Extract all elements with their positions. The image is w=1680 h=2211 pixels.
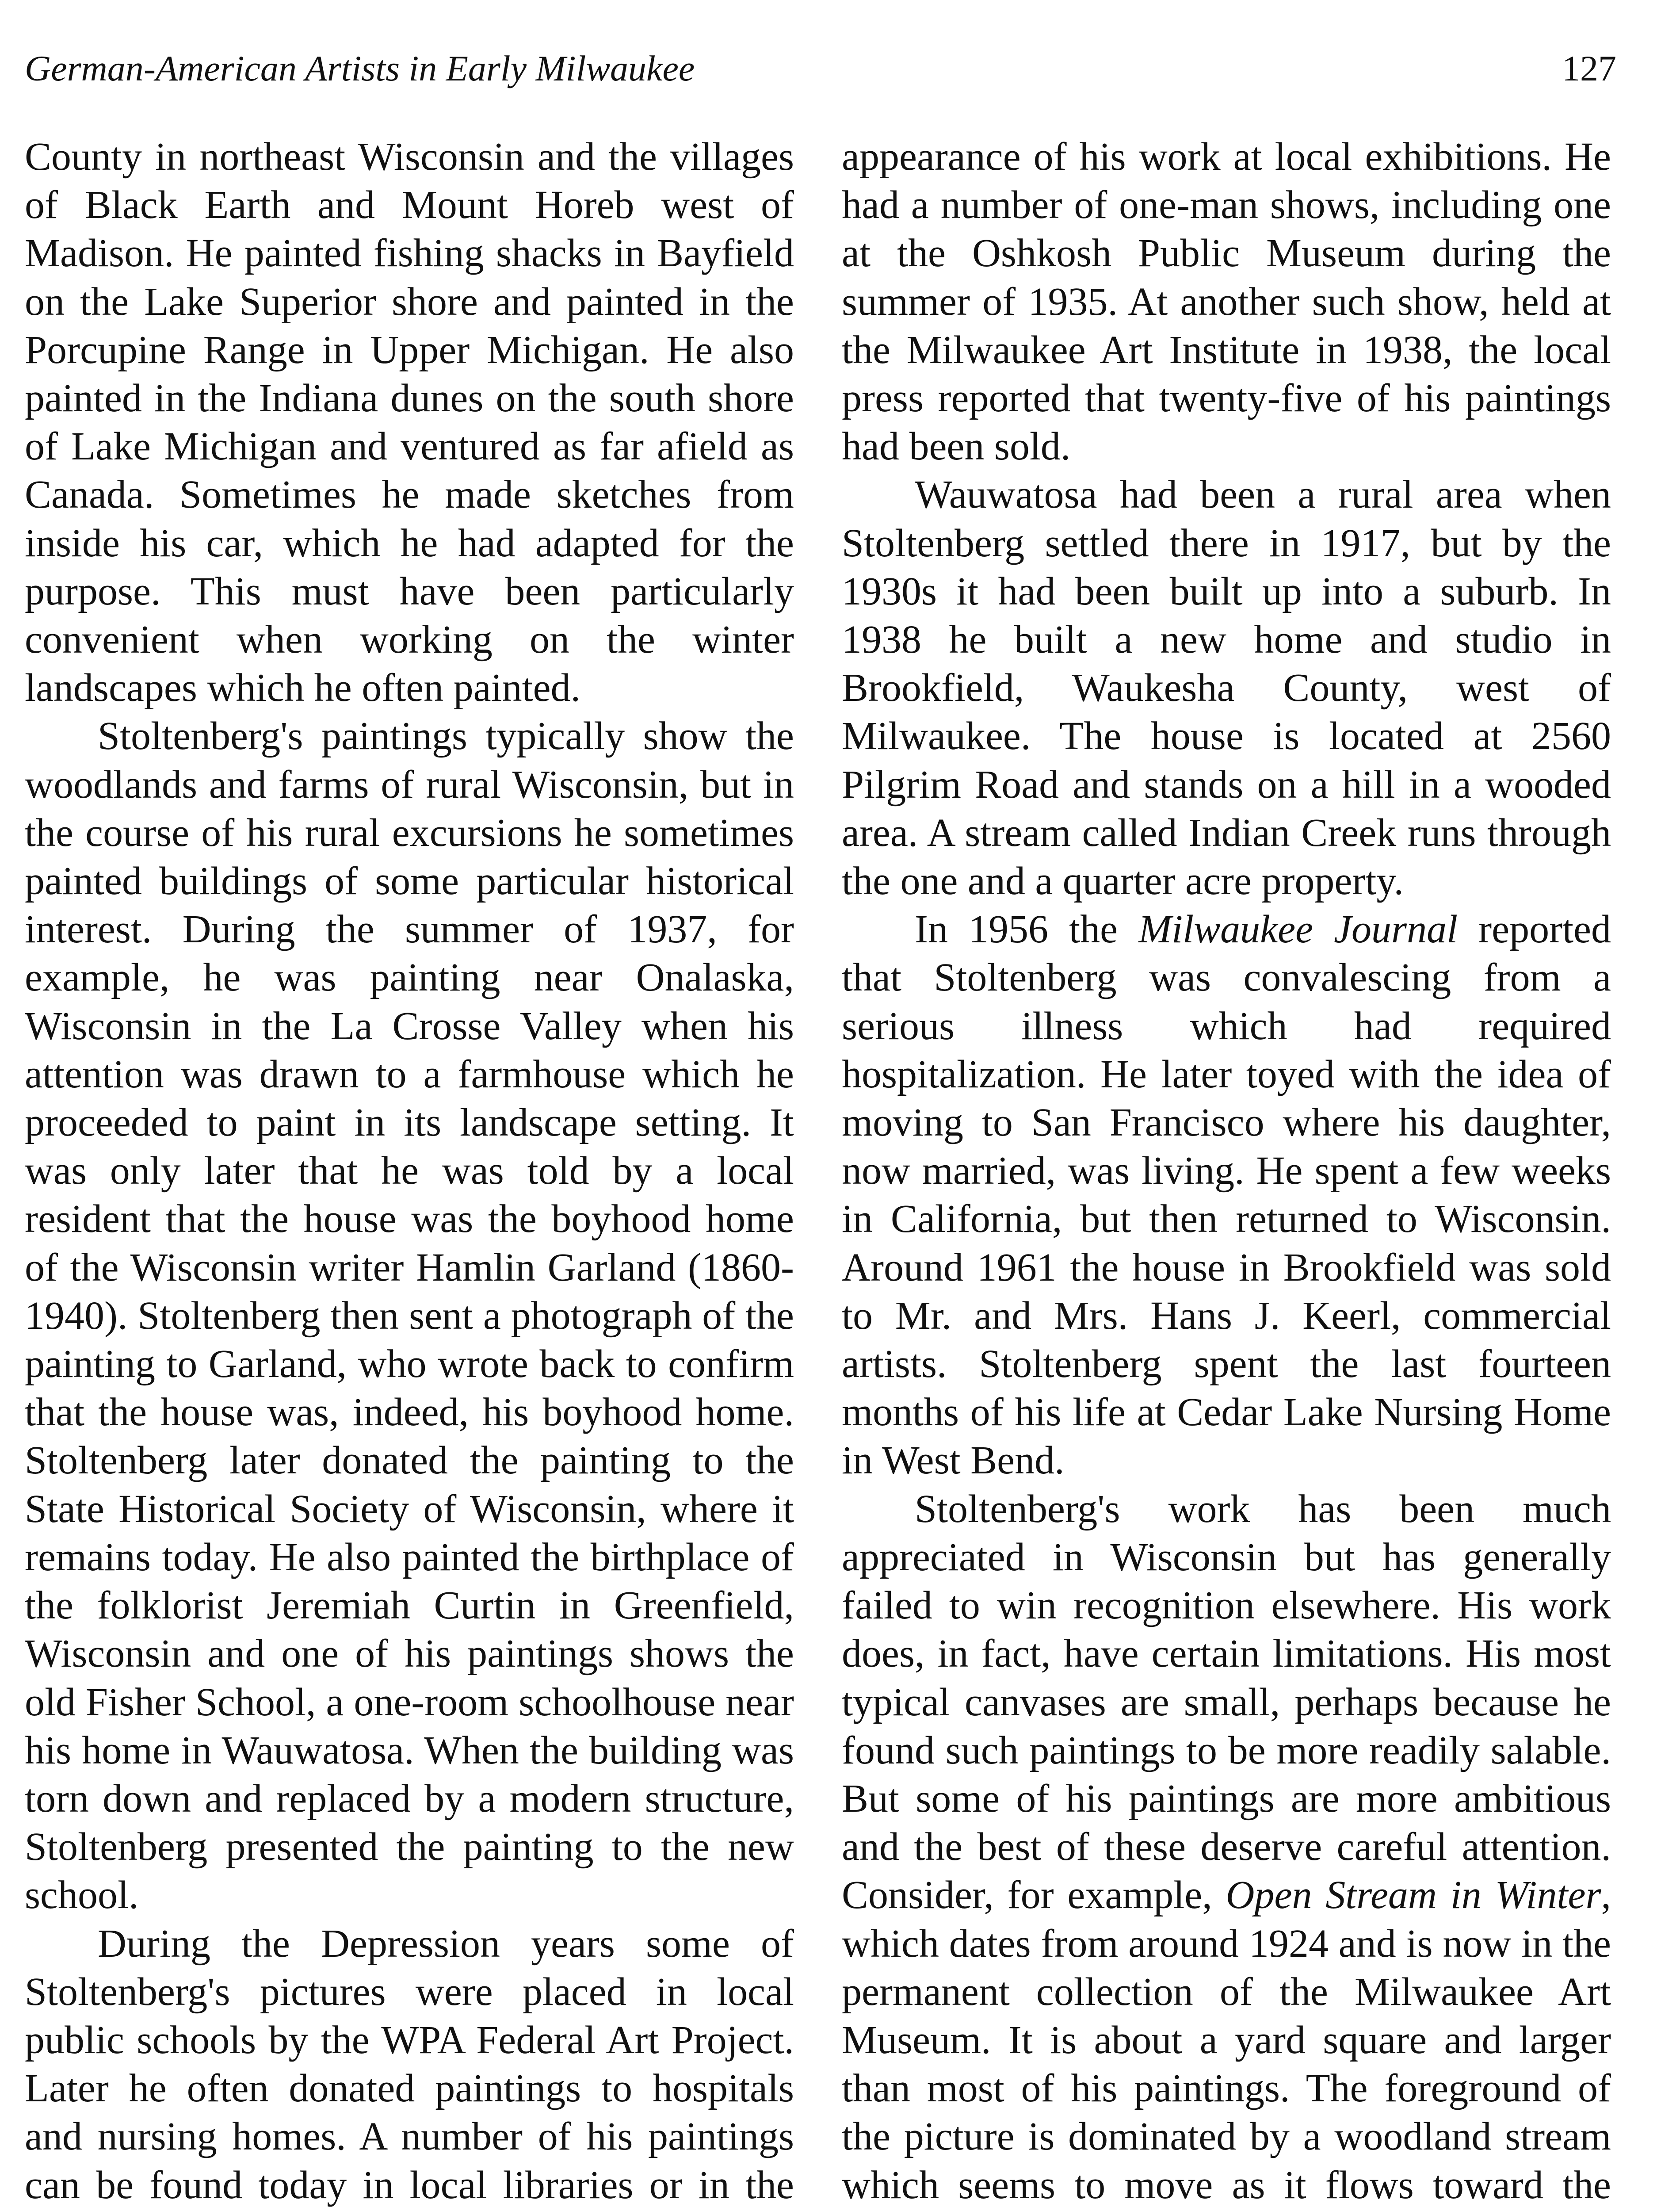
paragraph-later-life xyxy=(842,905,1611,1484)
publication-title: Milwaukee Journal xyxy=(1138,907,1458,952)
running-head: German-American Artists in Early Milwaukee xyxy=(25,48,695,88)
paragraph-garland-travels: County in northeast Wisconsin and the villages of Black Earth and Mount Horeb west of Madison. He painted fishing shacks in Bayfield on the Lake Superior shore and painted in the Porcupine Range in Upper Michigan. He also painted in the Indiana dunes on the south shore of Lake Michigan and ventured as far afield as Canada. Sometimes he made sketches from inside his car, which he had adapted for the purpose. This must have been particularly convenient when working on the winter landscapes which he often painted. xyxy=(25,135,794,710)
paragraph-historic-buildings: Stoltenberg's paintings typically show the woodlands and farms of rural Wisconsin, but in the course of his rural excursions he sometimes painted buildings of some particular historical interest. During the summer of 1937, for example, he was painting near Onalaska, Wisconsin in the La Crosse Valley when his attention was drawn to a farmhouse which he proceeded to paint in its landscape setting. It was only later that he was told by a local resident that the house was the boyhood home of the Wisconsin writer Hamlin Garland (1860-1940). Stoltenberg then sent a photograph of the painting to Garland, who wrote back to confirm that the house was, indeed, his boyhood home. Stoltenberg later donated the painting to the State Historical Society of Wisconsin, where it remains today. He also painted the birthplace of the folklorist Jeremiah Curtin in Greenfield, Wisconsin and one of his paintings shows the old Fisher School, a one-room schoolhouse near his home in Wauwatosa. When the building was torn down and replaced by a modern structure, Stoltenberg presented the painting to the new school. xyxy=(25,714,794,1917)
text-run: In 1956 the xyxy=(915,907,1139,952)
page-header xyxy=(25,44,1616,102)
paragraph-brookfield-home: Wauwatosa had been a rural area when Stoltenberg settled there in 1917, but by the 1930s it had been built up into a suburb. In 1938 he built a new home and studio in Brookfield, Waukesha County, west of Milwaukee. The house is located at 2560 Pilgrim Road and stands on a hill in a wooded area. A stream called Indian Creek runs through the one and a quarter acre property. xyxy=(842,473,1611,903)
paragraph-exhibitions: appearance of his work at local exhibitions. He had a number of one-man shows, including one at the Oshkosh Public Museum during the summer of 1935. At another such show, held at the Milwaukee Art Institute in 1938, the local press reported that twenty-five of his paintings had been sold. xyxy=(842,135,1611,469)
paragraph-assessment xyxy=(842,1485,1611,2211)
left-column xyxy=(25,133,794,2211)
text-run: , which dates from around 1924 and is now in the permanent collection of the Milwaukee Art Museum. It is about a yard square and larger than most of his paintings. The foreground of the picture is dominated by a woodland stream which seems to move as it flows toward the xyxy=(842,1873,1611,2207)
text-run: Stoltenberg's work has been much appreciated in Wisconsin but has generally failed to win recognition elsewhere. His work does, in fact, have certain limitations. His most typical canvases are small, perhaps because he found such paintings to be more readily salable. But some of his paintings are more ambitious and the best of these deserve careful attention. Consider, for example, xyxy=(842,1487,1611,1917)
text-run: reported that Stoltenberg was convalescing from a serious illness which had required hospitalization. He later toyed with the idea of moving to San Francisco where his daughter, now married, was living. He spent a few weeks in California, but then returned to Wisconsin. Around 1961 the house in Brookfield was sold to Mr. and Mrs. Hans J. Keerl, commercial artists. Stoltenberg spent the last fourteen months of his life at Cedar Lake Nursing Home in West Bend. xyxy=(842,907,1611,1483)
painting-title-open-stream: Open Stream in Winter xyxy=(1226,1873,1601,1917)
paragraph-depression-years: During the Depression years some of Stoltenberg's pictures were placed in local public schools by the WPA Federal Art Project. Later he often donated paintings to hospitals and nursing homes. A number of his paintings can be found today in local libraries or in the xyxy=(25,1921,794,2207)
right-column xyxy=(842,133,1611,2211)
page-number: 127 xyxy=(1562,48,1616,88)
